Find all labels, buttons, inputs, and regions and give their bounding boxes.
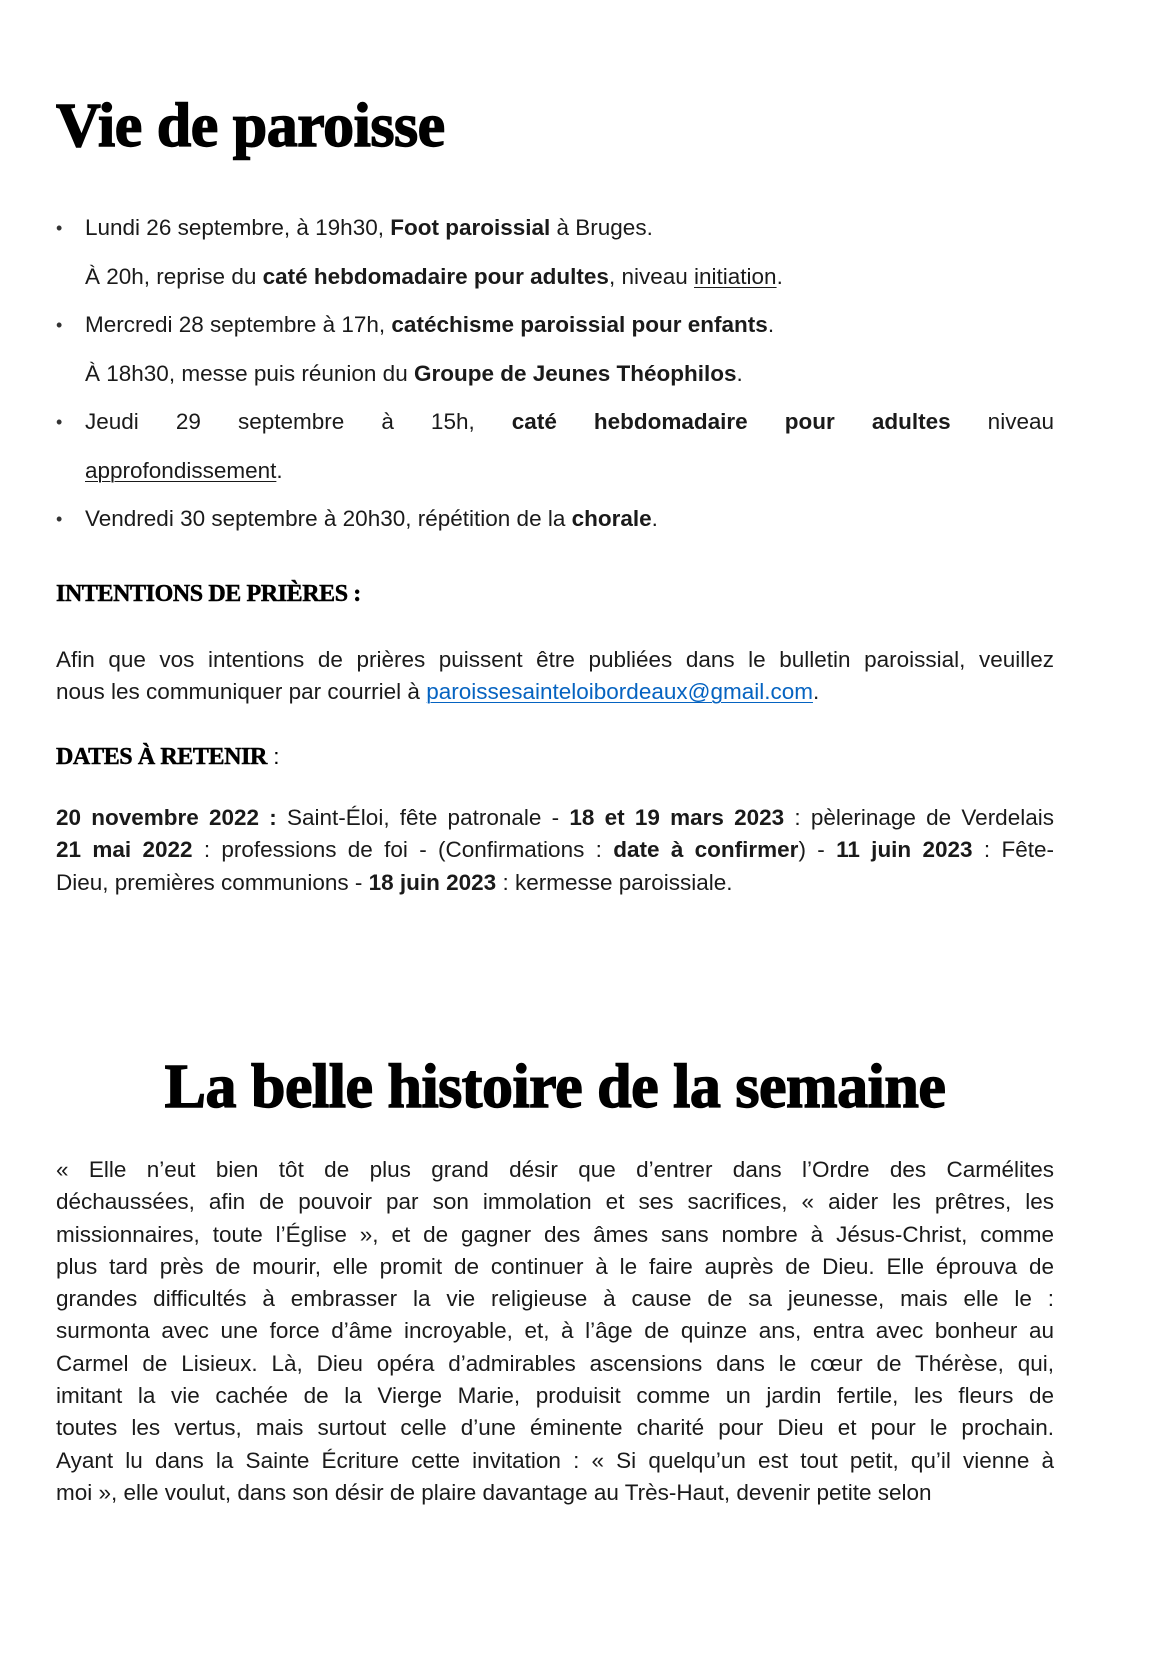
date-label: 18 juin 2023 bbox=[368, 869, 497, 895]
list-item bbox=[56, 495, 1054, 544]
paragraph-line bbox=[56, 834, 1054, 866]
date-description: : professions de foi - (Confirmations : bbox=[192, 837, 614, 863]
paragraph-line: plus tard près de mourir, elle promit de continuer à le faire auprès de Dieu. Elle éprouva de bbox=[56, 1253, 1054, 1279]
paragraph-line: « Elle n’eut bien tôt de plus grand désir que d’entrer dans l’Ordre des Carmélites bbox=[56, 1157, 1054, 1182]
event-highlight: caté hebdomadaire pour adultes bbox=[262, 263, 609, 289]
paragraph-line: imitant la vie cachée de la Vierge Marie, produisit comme un jardin fertile, les fleurs de bbox=[56, 1383, 1054, 1409]
date-label: 11 juin 2023 bbox=[836, 837, 973, 863]
bullet-icon: • bbox=[56, 218, 63, 238]
bullet-icon: • bbox=[56, 509, 63, 529]
paragraph-line: missionnaires, toute l’Église », et de gagner des âmes sans nombre à Jésus-Christ, comme bbox=[56, 1221, 1054, 1247]
event-text: Jeudi 29 septembre à 15h, bbox=[85, 409, 512, 434]
paragraph-text: nous les communiquer par courriel à bbox=[56, 679, 427, 705]
bullet-icon: • bbox=[56, 315, 63, 335]
story-paragraph bbox=[56, 1154, 1054, 1509]
dates-heading-colon: : bbox=[266, 744, 280, 769]
date-label: date à confirmer bbox=[613, 837, 799, 863]
dates-paragraph bbox=[56, 802, 1054, 899]
paragraph-line: Carmel de Lisieux. Là, Dieu opéra d’admirables ascensions dans le cœur de Thérèse, qui, bbox=[56, 1350, 1054, 1376]
item-line bbox=[85, 398, 1054, 447]
item-line bbox=[85, 253, 1054, 302]
paragraph-line: Ayant lu dans la Sainte Écriture cette invitation : « Si quelqu’un est tout petit, qu’il vienne à bbox=[56, 1447, 1054, 1473]
paragraph-line: grandes difficultés à embrasser la vie religieuse à cause de sa jeunesse, mais elle le : bbox=[56, 1286, 1054, 1312]
event-text: niveau bbox=[950, 409, 1054, 434]
bullet-icon: • bbox=[56, 412, 63, 432]
item-line bbox=[85, 495, 1054, 544]
event-highlight: catéchisme paroissial pour enfants bbox=[391, 312, 768, 337]
event-highlight: chorale bbox=[571, 506, 652, 531]
event-text: À 18h30, messe puis réunion du bbox=[85, 360, 414, 386]
event-highlight: Groupe de Jeunes Théophilos bbox=[413, 360, 737, 386]
paragraph-line: Afin que vos intentions de prières puissent être publiées dans le bulletin paroissial, veuillez bbox=[56, 647, 1054, 672]
event-text: . bbox=[736, 360, 743, 386]
underlined-text: initiation bbox=[694, 263, 777, 289]
paragraph-line bbox=[56, 802, 1054, 834]
section-title-story: La belle histoire de la semaine bbox=[164, 1053, 946, 1121]
dates-heading bbox=[56, 742, 279, 772]
paragraph-line: moi », elle voulut, dans son désir de plaire davantage au Très-Haut, devenir petite selon bbox=[56, 1479, 932, 1505]
date-label: 21 mai 2022 bbox=[56, 837, 193, 863]
date-description: : kermesse paroissiale. bbox=[496, 869, 733, 895]
event-text: Lundi 26 septembre, à 19h30, bbox=[85, 215, 391, 240]
event-text: à Bruges. bbox=[550, 215, 653, 240]
event-text: . bbox=[651, 506, 658, 531]
list-item bbox=[56, 398, 1054, 495]
event-text: . bbox=[276, 457, 283, 483]
paragraph-line: surmonta avec une force d’âme incroyable, et, à l’âge de quinze ans, entra avec bonheur au bbox=[56, 1318, 1054, 1344]
item-line bbox=[85, 301, 1054, 350]
item-line bbox=[85, 447, 1054, 496]
list-item bbox=[56, 204, 1054, 301]
paragraph-line bbox=[56, 867, 1054, 899]
paragraph-line: déchaussées, afin de pouvoir par son immolation et ses sacrifices, « aider les prêtres, les bbox=[56, 1189, 1054, 1215]
email-link[interactable]: paroissesainteloibordeaux@gmail.com bbox=[426, 679, 813, 705]
date-label: 18 et 19 mars 2023 bbox=[569, 805, 785, 830]
paragraph-text: . bbox=[812, 679, 820, 705]
event-text: , niveau bbox=[608, 263, 695, 289]
paragraph-line: toutes les vertus, mais surtout celle d’une éminente charité pour Dieu et pour le prochain. bbox=[56, 1415, 1054, 1441]
underlined-text: approfondissement bbox=[85, 457, 277, 483]
event-text: Mercredi 28 septembre à 17h, bbox=[85, 312, 392, 337]
event-text: . bbox=[776, 263, 783, 289]
prayer-intentions-heading: INTENTIONS DE PRIÈRES : bbox=[56, 581, 361, 607]
event-highlight: Foot paroissial bbox=[390, 215, 551, 240]
item-line bbox=[85, 350, 1054, 399]
dates-heading-text: DATES À RETENIR bbox=[56, 744, 267, 770]
item-line bbox=[85, 204, 1054, 253]
section-title-parish-life: Vie de paroisse bbox=[56, 92, 445, 160]
date-description: : Fête- bbox=[972, 837, 1054, 863]
date-description: ) - bbox=[798, 837, 837, 863]
event-list bbox=[56, 204, 1054, 544]
list-item bbox=[56, 301, 1054, 398]
event-text: À 20h, reprise du bbox=[85, 263, 263, 289]
prayer-intentions-paragraph bbox=[56, 644, 1054, 709]
event-highlight: caté hebdomadaire pour adultes bbox=[511, 409, 951, 434]
date-description: Saint-Éloi, fête patronale - bbox=[276, 805, 570, 830]
event-text: . bbox=[767, 312, 775, 337]
event-text: Vendredi 30 septembre à 20h30, répétition de la bbox=[85, 506, 572, 531]
date-description: Dieu, premières communions - bbox=[56, 869, 369, 895]
date-label: 20 novembre 2022 : bbox=[56, 805, 277, 830]
paragraph-line bbox=[56, 676, 1054, 708]
date-description: : pèlerinage de Verdelais bbox=[784, 805, 1054, 830]
